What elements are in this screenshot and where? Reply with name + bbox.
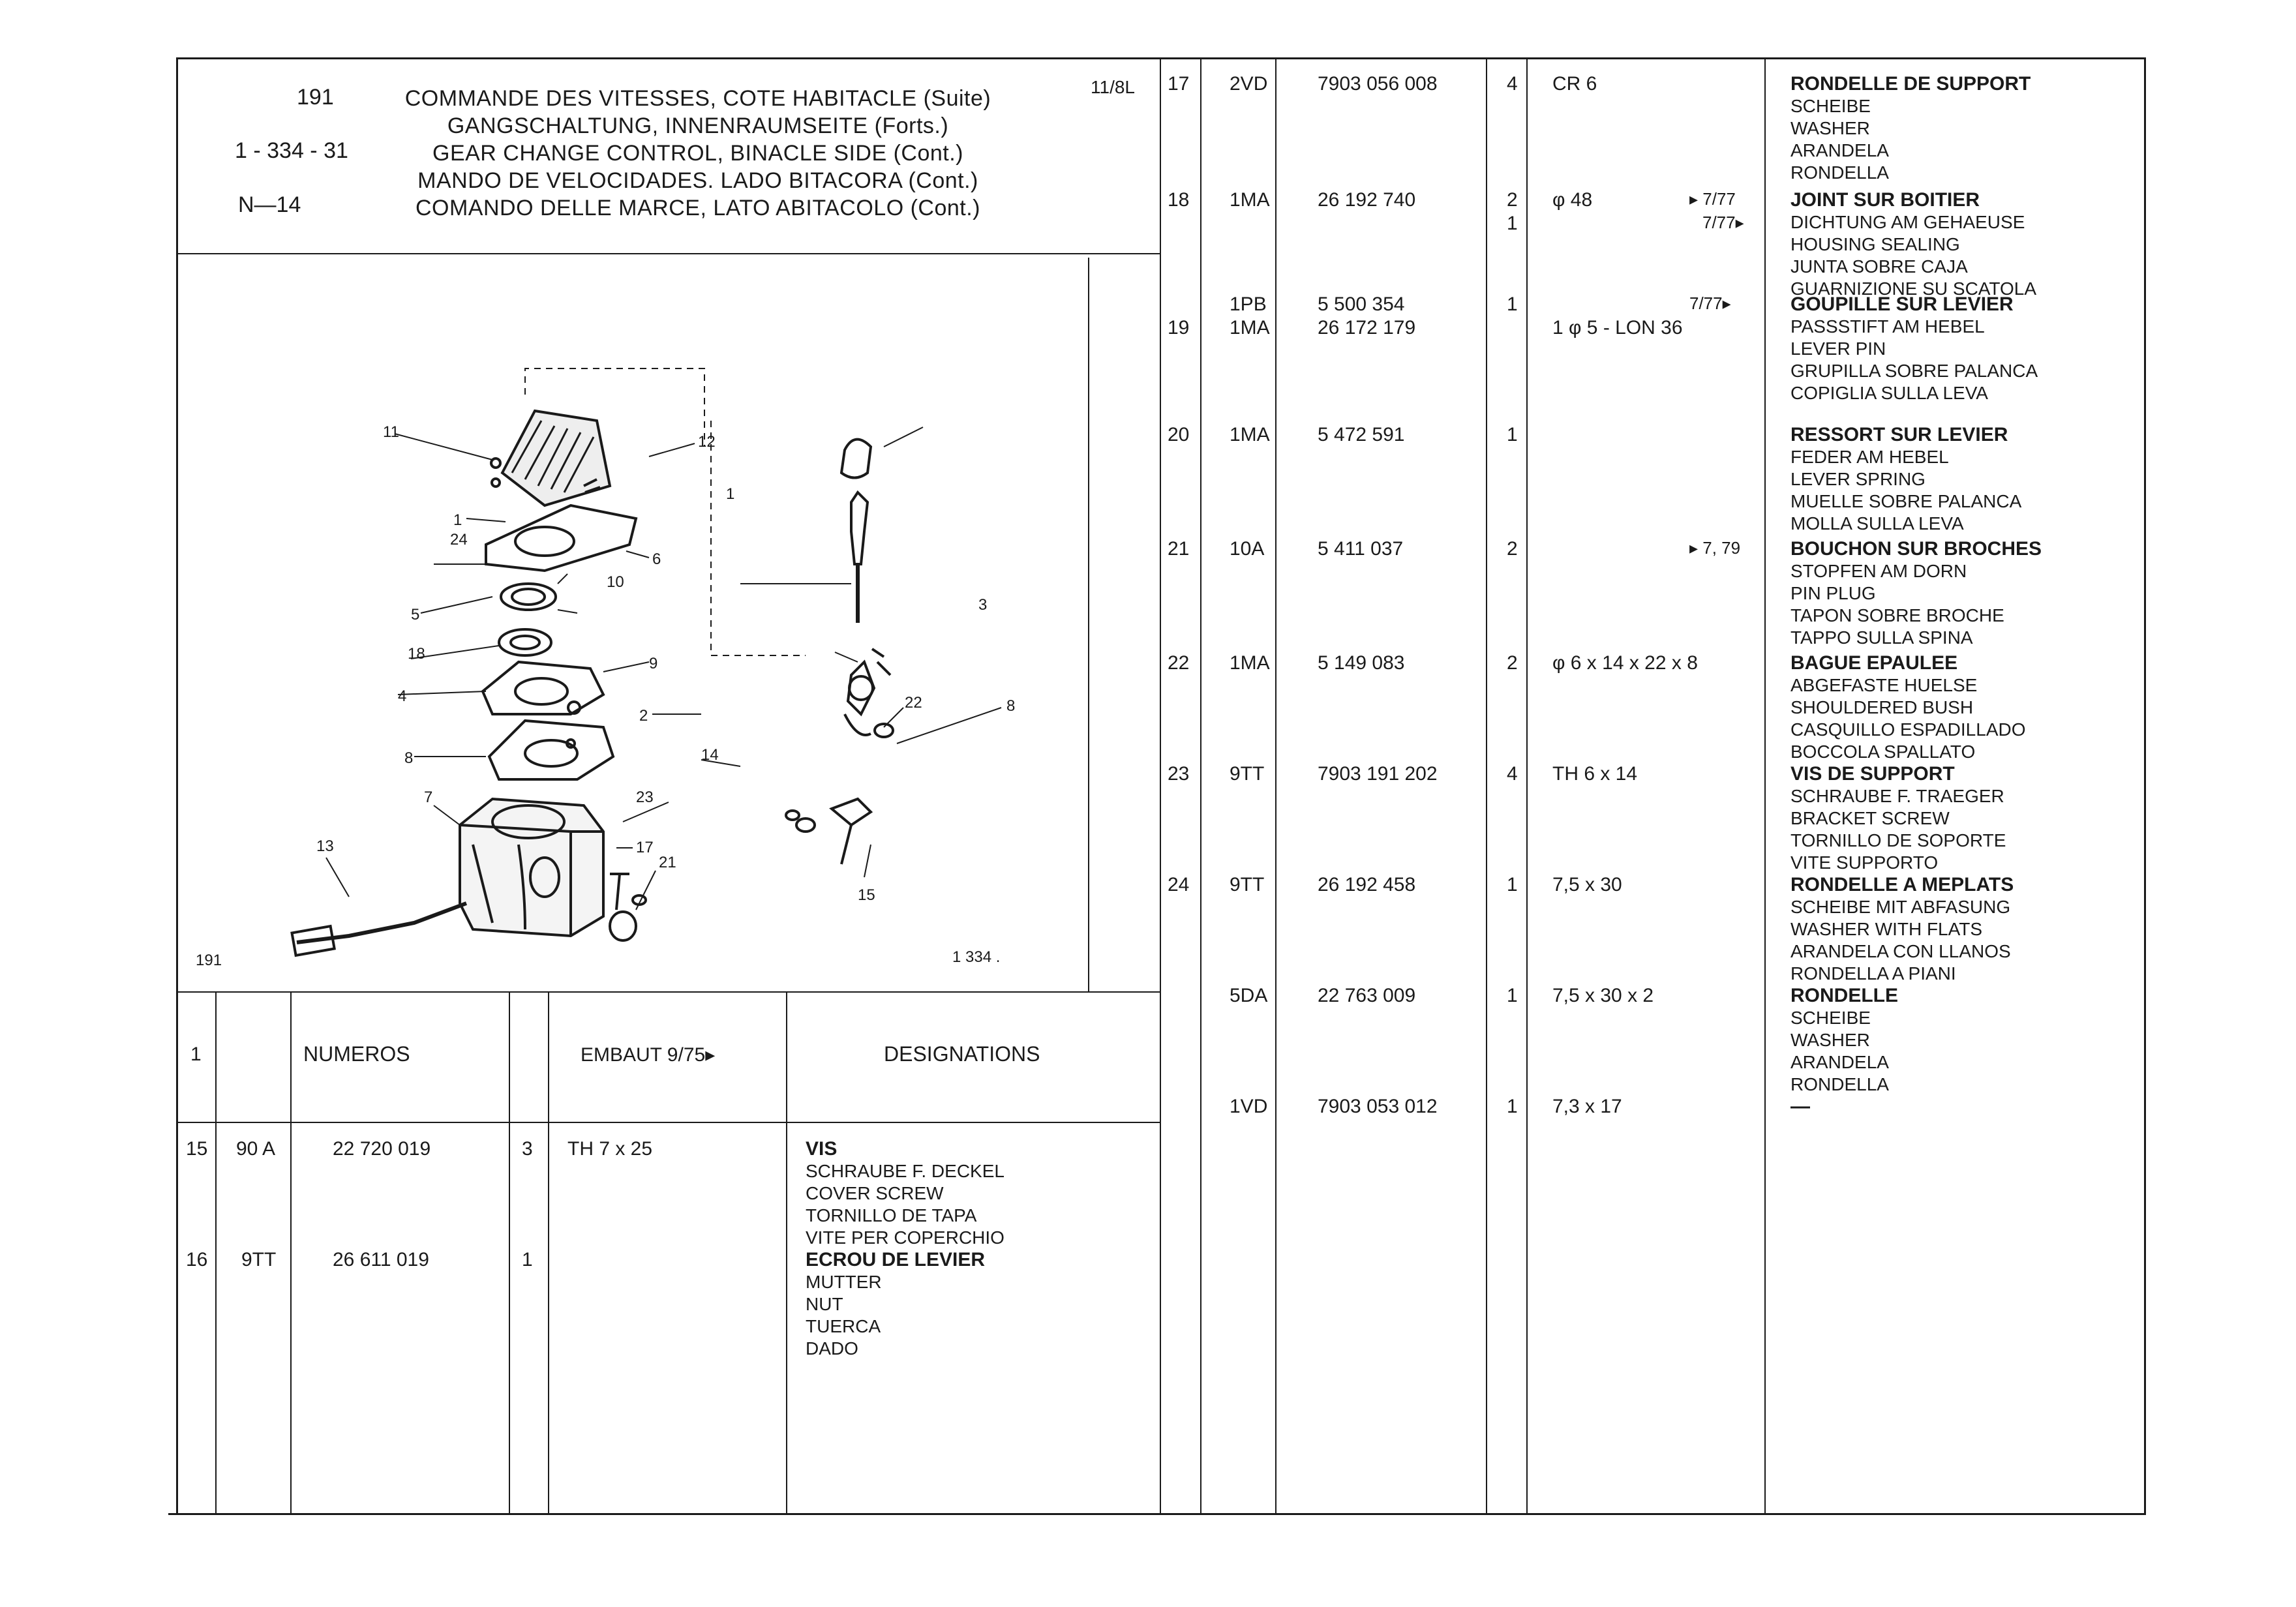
diagram-label: 12: [698, 433, 716, 451]
diagram-label: 21: [659, 854, 676, 871]
diagram-divider: [176, 991, 1161, 993]
part-number: 5 149 083: [1318, 652, 1405, 674]
spec: 7,5 x 30 x 2: [1552, 985, 1654, 1006]
frame-left: [176, 57, 178, 1515]
header-divider: [176, 253, 1161, 254]
remark: 7/77▸: [1689, 293, 1731, 313]
col-embaut-header: EMBAUT 9/75▸: [581, 1044, 716, 1066]
part-code: 5DA: [1230, 985, 1268, 1006]
designation: VIS SCHRAUBE F. DECKEL COVER SCREW TORNILLO DE TAPA VITE PER COPERCHIO: [806, 1138, 1004, 1248]
part-number: 5 411 037: [1318, 538, 1404, 560]
part-number: 5 500 354: [1318, 293, 1405, 315]
n-code: N—14: [238, 192, 301, 217]
part-code-alt: 1MA: [1230, 317, 1270, 338]
quantity: 1: [522, 1249, 533, 1270]
lt-col5: [786, 991, 787, 1513]
designation: RONDELLE DE SUPPORT SCHEIBE WASHER ARANDELA RONDELLA: [1790, 73, 2031, 183]
designation: BOUCHON SUR BROCHES STOPFEN AM DORN PIN PLUG TAPON SOBRE BROCHE TAPPO SULLA SPINA: [1790, 538, 2042, 648]
spec: CR 6: [1552, 73, 1597, 95]
item-number: 23: [1168, 763, 1190, 785]
spec: φ 6 x 14 x 22 x 8: [1552, 652, 1698, 674]
part-code: 1PB: [1230, 293, 1267, 315]
quantity: 4: [1507, 763, 1518, 785]
item-number: 16: [186, 1249, 208, 1270]
diagram-label: 3: [978, 596, 988, 614]
designation: —: [1790, 1096, 1810, 1117]
diagram-label: 9: [649, 655, 658, 672]
item-number: 15: [186, 1138, 208, 1160]
quantity: 4: [1507, 73, 1518, 95]
part-code: 10A: [1230, 538, 1265, 560]
spec: 7,3 x 17: [1552, 1096, 1622, 1117]
item-number: 24: [1168, 874, 1190, 895]
part-code: 9TT: [1230, 763, 1265, 785]
remark-alt: 7/77▸: [1702, 213, 1744, 232]
part-code: 1MA: [1230, 424, 1270, 445]
ref-number: 1 - 334 - 31: [235, 138, 348, 163]
part-code: 1MA: [1230, 189, 1270, 211]
diagram-label: 1: [726, 485, 735, 503]
part-code: 2VD: [1230, 73, 1268, 95]
quantity: 1: [1507, 985, 1518, 1006]
part-number: 7903 053 012: [1318, 1096, 1438, 1117]
diagram-label: 13: [316, 837, 334, 855]
diagram-label: 24: [450, 531, 468, 548]
lt-col1: [215, 991, 217, 1513]
date-code: 11/8L: [1091, 77, 1135, 97]
title-de: GANGSCHALTUNG, INNENRAUMSEITE (Forts.): [447, 113, 949, 138]
rt-col5: [1764, 57, 1766, 1515]
table-header-divider: [176, 1122, 1161, 1123]
diagram-corner-right: 1 334 .: [952, 948, 1001, 966]
diagram-label: 5: [411, 606, 420, 623]
designation: JOINT SUR BOITIER DICHTUNG AM GEHAEUSE HOUSING SEALING JUNTA SOBRE CAJA GUARNIZIONE SU SCATOLA: [1790, 189, 2037, 299]
diagram-label: 14: [701, 746, 719, 764]
designation: ECROU DE LEVIER MUTTER NUT TUERCA DADO: [806, 1249, 986, 1359]
group-number: 191: [297, 85, 334, 110]
diagram-label: 1: [453, 511, 462, 529]
designation: RONDELLE SCHEIBE WASHER ARANDELA RONDELLA: [1790, 985, 1898, 1094]
designation: RESSORT SUR LEVIER FEDER AM HEBEL LEVER SPRING MUELLE SOBRE PALANCA MOLLA SULLA LEVA: [1790, 424, 2022, 533]
diagram-right-border: [1088, 258, 1089, 991]
diagram-label: 17: [636, 839, 654, 856]
diagram-label: 7: [424, 788, 433, 806]
item-number: 18: [1168, 189, 1190, 211]
quantity: 3: [522, 1138, 533, 1160]
quantity: 2: [1507, 189, 1518, 211]
diagram-label: 4: [398, 687, 407, 705]
remark: ▸ 7/77: [1689, 189, 1736, 209]
diagram-label: 23: [636, 788, 654, 806]
remark: ▸ 7, 79: [1689, 538, 1741, 558]
quantity: 1: [1507, 293, 1518, 315]
diagram-label: 8: [1006, 697, 1016, 715]
part-number: 5 472 591: [1318, 424, 1405, 445]
lt-col2: [290, 991, 292, 1513]
designation: BAGUE EPAULEE ABGEFASTE HUELSE SHOULDERED BUSH CASQUILLO ESPADILLADO BOCCOLA SPALLATO: [1790, 652, 2026, 762]
rt-col4: [1526, 57, 1528, 1515]
quantity: 2: [1507, 652, 1518, 674]
part-number: 26 192 740: [1318, 189, 1416, 211]
rt-col3: [1486, 57, 1487, 1515]
spec: TH 7 x 25: [567, 1138, 653, 1160]
diagram-label: 22: [905, 694, 922, 712]
designation: VIS DE SUPPORT SCHRAUBE F. TRAEGER BRACKET SCREW TORNILLO DE SOPORTE VITE SUPPORTO: [1790, 763, 2006, 873]
spec: TH 6 x 14: [1552, 763, 1638, 785]
part-number: 26 611 019: [333, 1249, 429, 1270]
quantity: 1: [1507, 424, 1518, 445]
designation: RONDELLE A MEPLATS SCHEIBE MIT ABFASUNG WASHER WITH FLATS ARANDELA CON LLANOS RONDELLA A PIANI: [1790, 874, 2014, 984]
item-number: 21: [1168, 538, 1190, 560]
item-number: 19: [1168, 317, 1190, 338]
col-designations-header: DESIGNATIONS: [884, 1042, 1040, 1066]
item-number: 20: [1168, 424, 1190, 445]
part-number: 7903 056 008: [1318, 73, 1438, 95]
rt-col2: [1275, 57, 1276, 1515]
title-it: COMANDO DELLE MARCE, LATO ABITACOLO (Cont.): [415, 196, 981, 220]
title-es: MANDO DE VELOCIDADES. LADO BITACORA (Cont.): [417, 168, 978, 193]
title-block: [391, 85, 1004, 222]
designation: GOUPILLE SUR LEVIER PASSSTIFT AM HEBEL LEVER PIN GRUPILLA SOBRE PALANCA COPIGLIA SULLA LEVA: [1790, 293, 2038, 403]
panel-divider: [1160, 57, 1161, 1515]
lt-col4: [548, 991, 549, 1513]
part-number: 7903 191 202: [1318, 763, 1438, 785]
frame-right: [2144, 57, 2146, 1515]
title-fr: COMMANDE DES VITESSES, COTE HABITACLE (Suite): [404, 86, 991, 111]
quantity-alt: 1: [1507, 213, 1518, 234]
quantity: 2: [1507, 538, 1518, 560]
item-number: 22: [1168, 652, 1190, 674]
lt-col3: [509, 991, 510, 1513]
frame-top: [176, 57, 2146, 59]
diagram-label: 18: [408, 645, 425, 663]
part-code: 9TT: [241, 1249, 277, 1270]
spec: 1 φ 5 - LON 36: [1552, 317, 1683, 338]
rt-col1: [1200, 57, 1201, 1515]
title-en: GEAR CHANGE CONTROL, BINACLE SIDE (Cont.): [432, 141, 963, 166]
item-number: 17: [1168, 73, 1190, 95]
part-number-alt: 26 172 179: [1318, 317, 1416, 338]
part-number: 22 720 019: [333, 1138, 431, 1160]
col-numeros-header: NUMEROS: [303, 1042, 410, 1066]
quantity: 1: [1507, 1096, 1518, 1117]
exploded-diagram: [179, 258, 1086, 988]
diagram-corner-left: 191: [196, 952, 222, 969]
part-code: 9TT: [1230, 874, 1265, 895]
part-number: 26 192 458: [1318, 874, 1416, 895]
diagram-label: 6: [652, 550, 661, 568]
diagram-label: 11: [383, 423, 399, 441]
spec: 7,5 x 30: [1552, 874, 1622, 895]
frame-bottom: [168, 1513, 2146, 1515]
col-item-header: 1: [190, 1044, 202, 1065]
diagram-label: 8: [404, 749, 414, 767]
diagram-label: 10: [607, 573, 624, 591]
quantity: 1: [1507, 874, 1518, 895]
part-code: 1MA: [1230, 652, 1270, 674]
diagram-label: 2: [639, 707, 648, 725]
spec: φ 48: [1552, 189, 1593, 211]
part-number: 22 763 009: [1318, 985, 1416, 1006]
part-code: 90 A: [236, 1138, 276, 1160]
diagram-label: 15: [858, 886, 875, 904]
part-code: 1VD: [1230, 1096, 1268, 1117]
